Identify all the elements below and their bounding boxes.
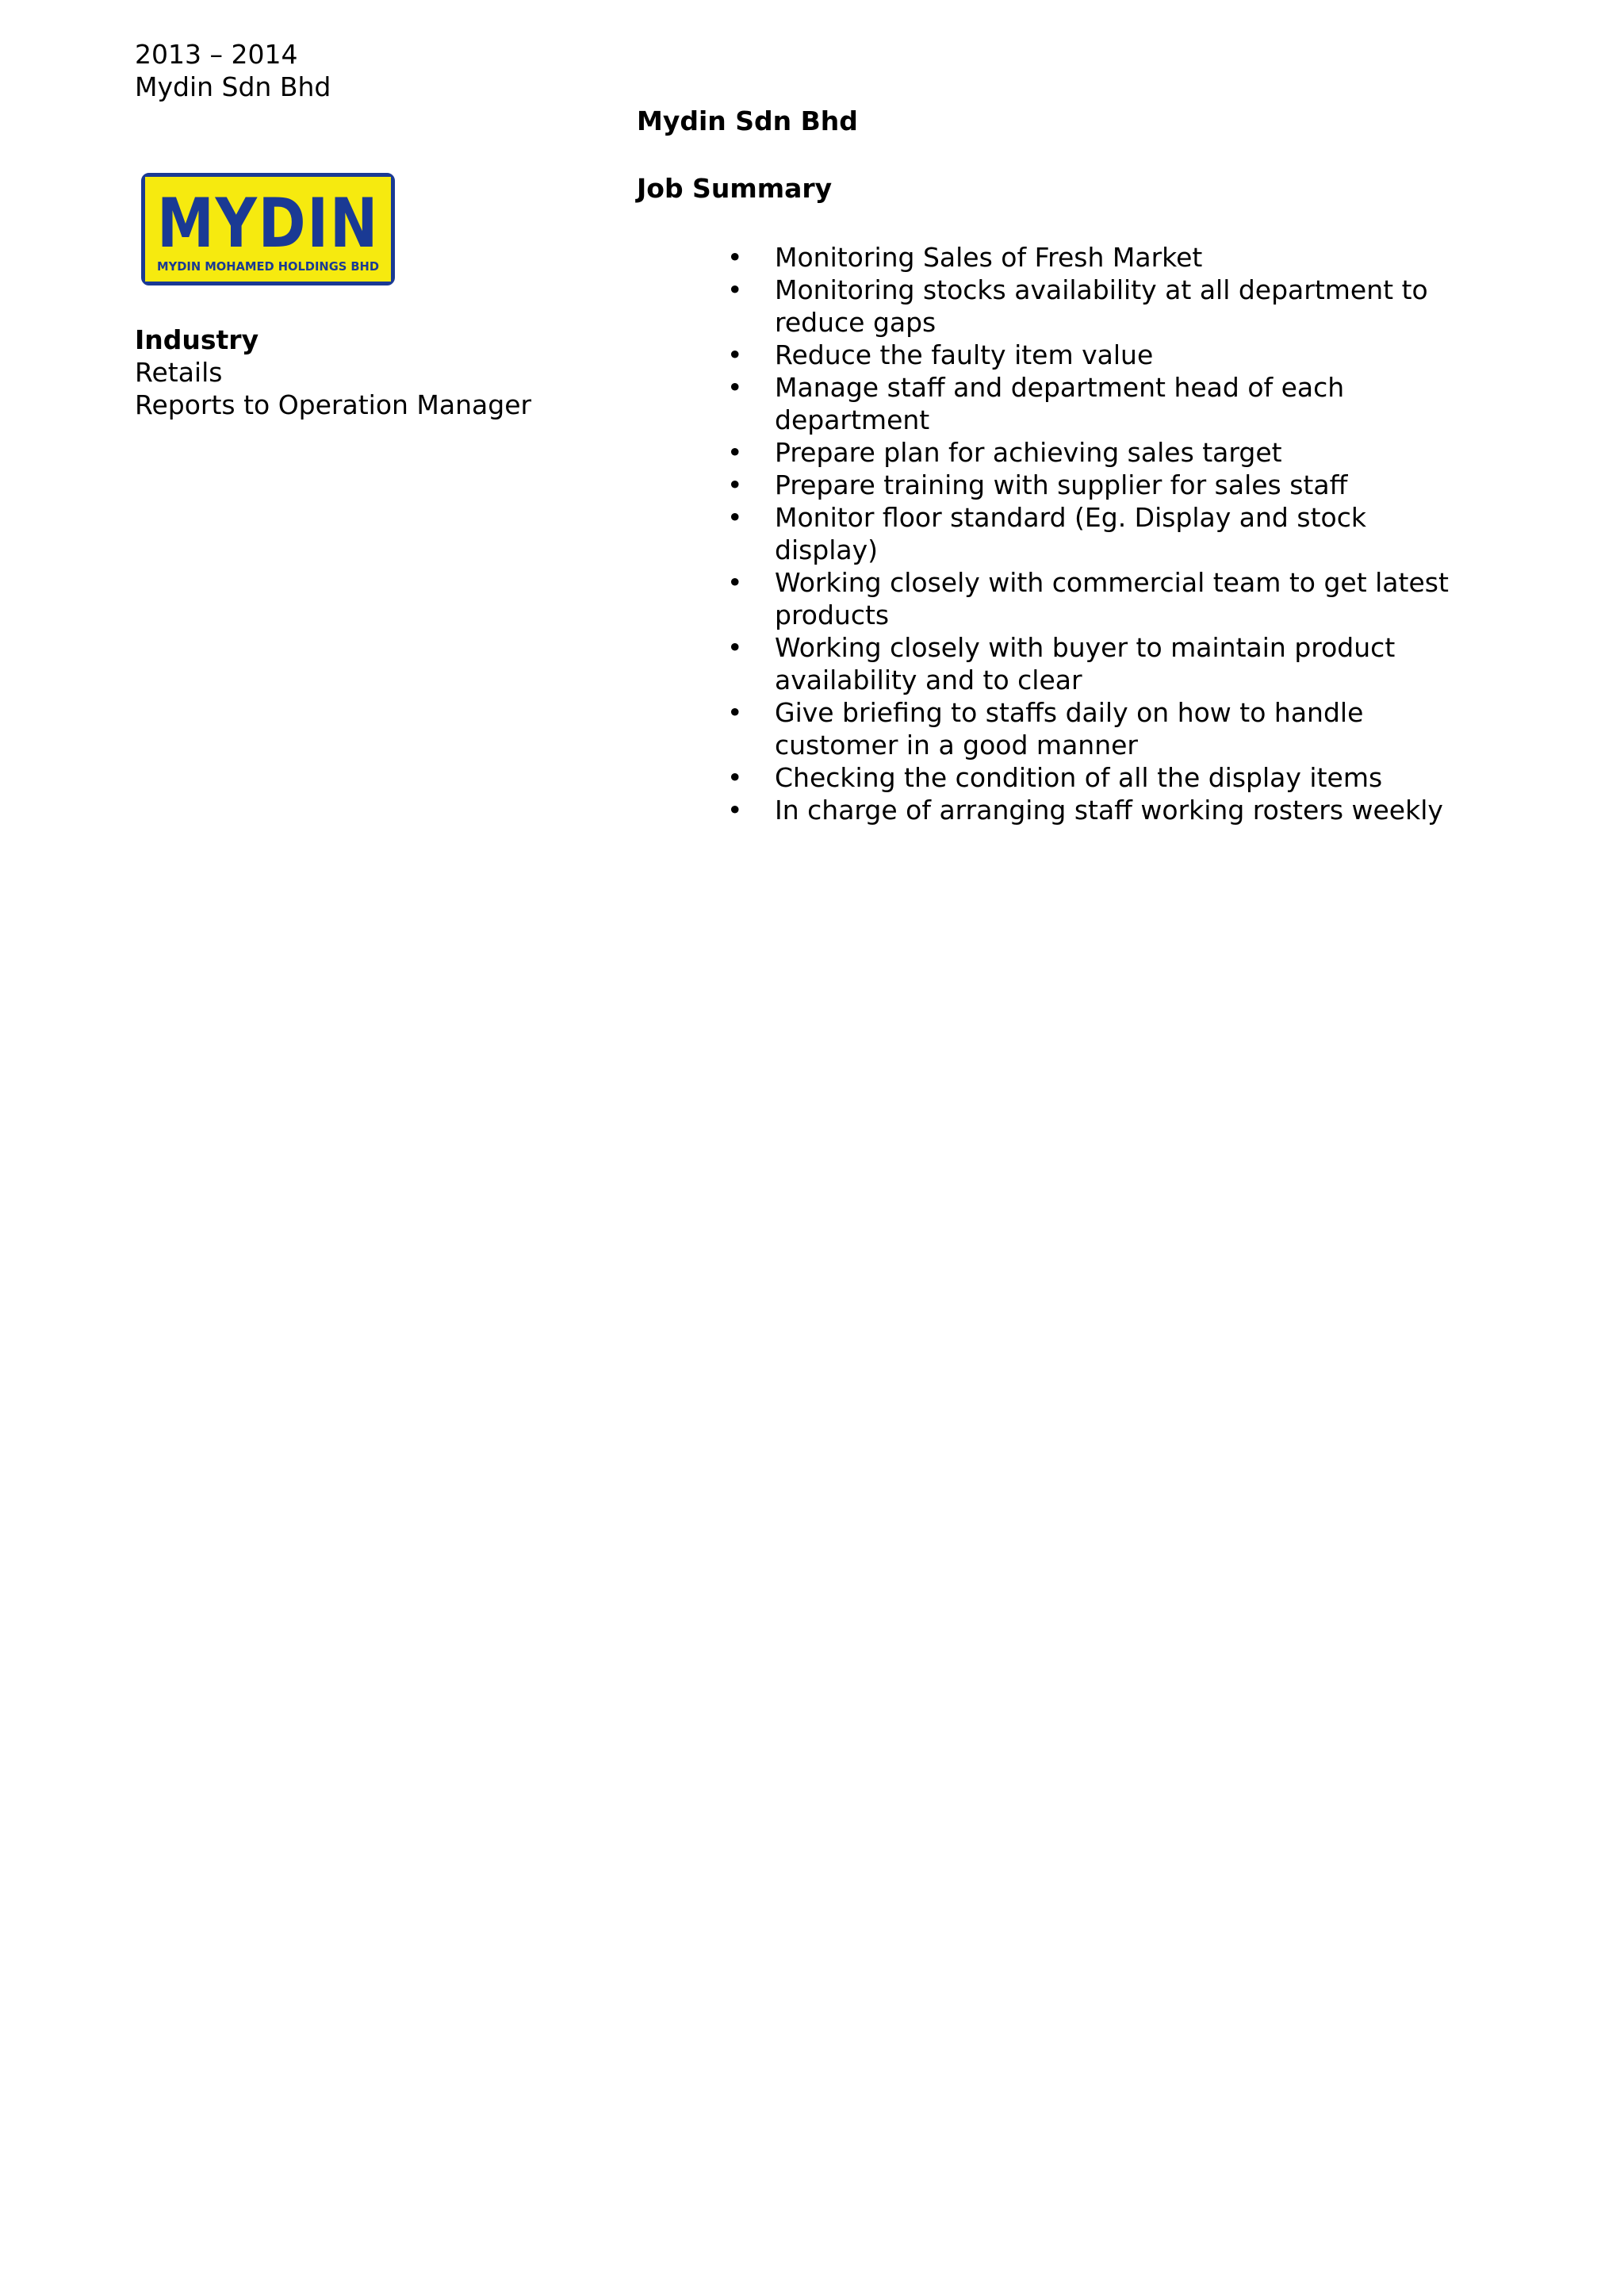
bullet-icon: • bbox=[727, 762, 743, 793]
duty-item bbox=[637, 761, 1469, 794]
employment-period: 2013 – 2014 bbox=[135, 39, 298, 70]
bullet-icon: • bbox=[727, 372, 743, 403]
company-logo bbox=[141, 173, 395, 285]
duty-item bbox=[637, 501, 1469, 566]
logo-tagline: MYDIN MOHAMED HOLDINGS BHD bbox=[157, 259, 379, 274]
job-summary-heading: Job Summary bbox=[637, 173, 833, 204]
mydin-logo-graphic bbox=[145, 177, 391, 282]
industry-value: Retails bbox=[135, 357, 223, 388]
bullet-icon: • bbox=[727, 437, 743, 468]
duty-text: Give briefing to staffs daily on how to handle customer in a good manner bbox=[775, 697, 1364, 761]
bullet-icon: • bbox=[727, 469, 743, 500]
bullet-icon: • bbox=[727, 274, 743, 305]
duty-text: Prepare training with supplier for sales staff bbox=[775, 469, 1348, 500]
duty-item bbox=[637, 469, 1469, 501]
duty-item bbox=[637, 274, 1469, 339]
industry-label: Industry bbox=[135, 324, 259, 355]
duty-item bbox=[637, 696, 1469, 761]
duty-text: Checking the condition of all the display items bbox=[775, 762, 1383, 793]
duty-item bbox=[637, 339, 1469, 371]
logo-wordmark: MYDIN bbox=[157, 184, 379, 263]
company-heading: Mydin Sdn Bhd bbox=[637, 105, 858, 136]
duty-item bbox=[637, 631, 1469, 696]
bullet-icon: • bbox=[727, 632, 743, 663]
duty-text: Working closely with buyer to maintain product availability and to clear bbox=[775, 632, 1396, 695]
duty-item bbox=[637, 794, 1469, 826]
reports-to: Reports to Operation Manager bbox=[135, 389, 532, 420]
duty-text: In charge of arranging staff working rosters weekly bbox=[775, 795, 1443, 826]
duty-item bbox=[637, 241, 1469, 274]
bullet-icon: • bbox=[727, 795, 743, 826]
bullet-icon: • bbox=[727, 567, 743, 598]
duty-text: Reduce the faulty item value bbox=[775, 339, 1154, 370]
duty-text: Working closely with commercial team to get latest products bbox=[775, 567, 1449, 630]
bullet-icon: • bbox=[727, 697, 743, 728]
bullet-icon: • bbox=[727, 339, 743, 370]
bullet-icon: • bbox=[727, 502, 743, 533]
duty-item bbox=[637, 371, 1469, 436]
employer-name: Mydin Sdn Bhd bbox=[135, 71, 331, 102]
job-details bbox=[637, 105, 1549, 826]
duty-text: Monitoring Sales of Fresh Market bbox=[775, 242, 1203, 273]
duty-text: Monitoring stocks availability at all department to reduce gaps bbox=[775, 274, 1428, 338]
duty-text: Manage staff and department head of each department bbox=[775, 372, 1345, 435]
bullet-icon: • bbox=[727, 242, 743, 273]
industry-block bbox=[135, 324, 611, 421]
duty-list bbox=[637, 241, 1549, 826]
duty-item bbox=[637, 566, 1469, 631]
duty-text: Monitor floor standard (Eg. Display and stock display) bbox=[775, 502, 1366, 565]
duty-text: Prepare plan for achieving sales target bbox=[775, 437, 1282, 468]
employment-header bbox=[135, 38, 611, 103]
duty-item bbox=[637, 436, 1469, 469]
